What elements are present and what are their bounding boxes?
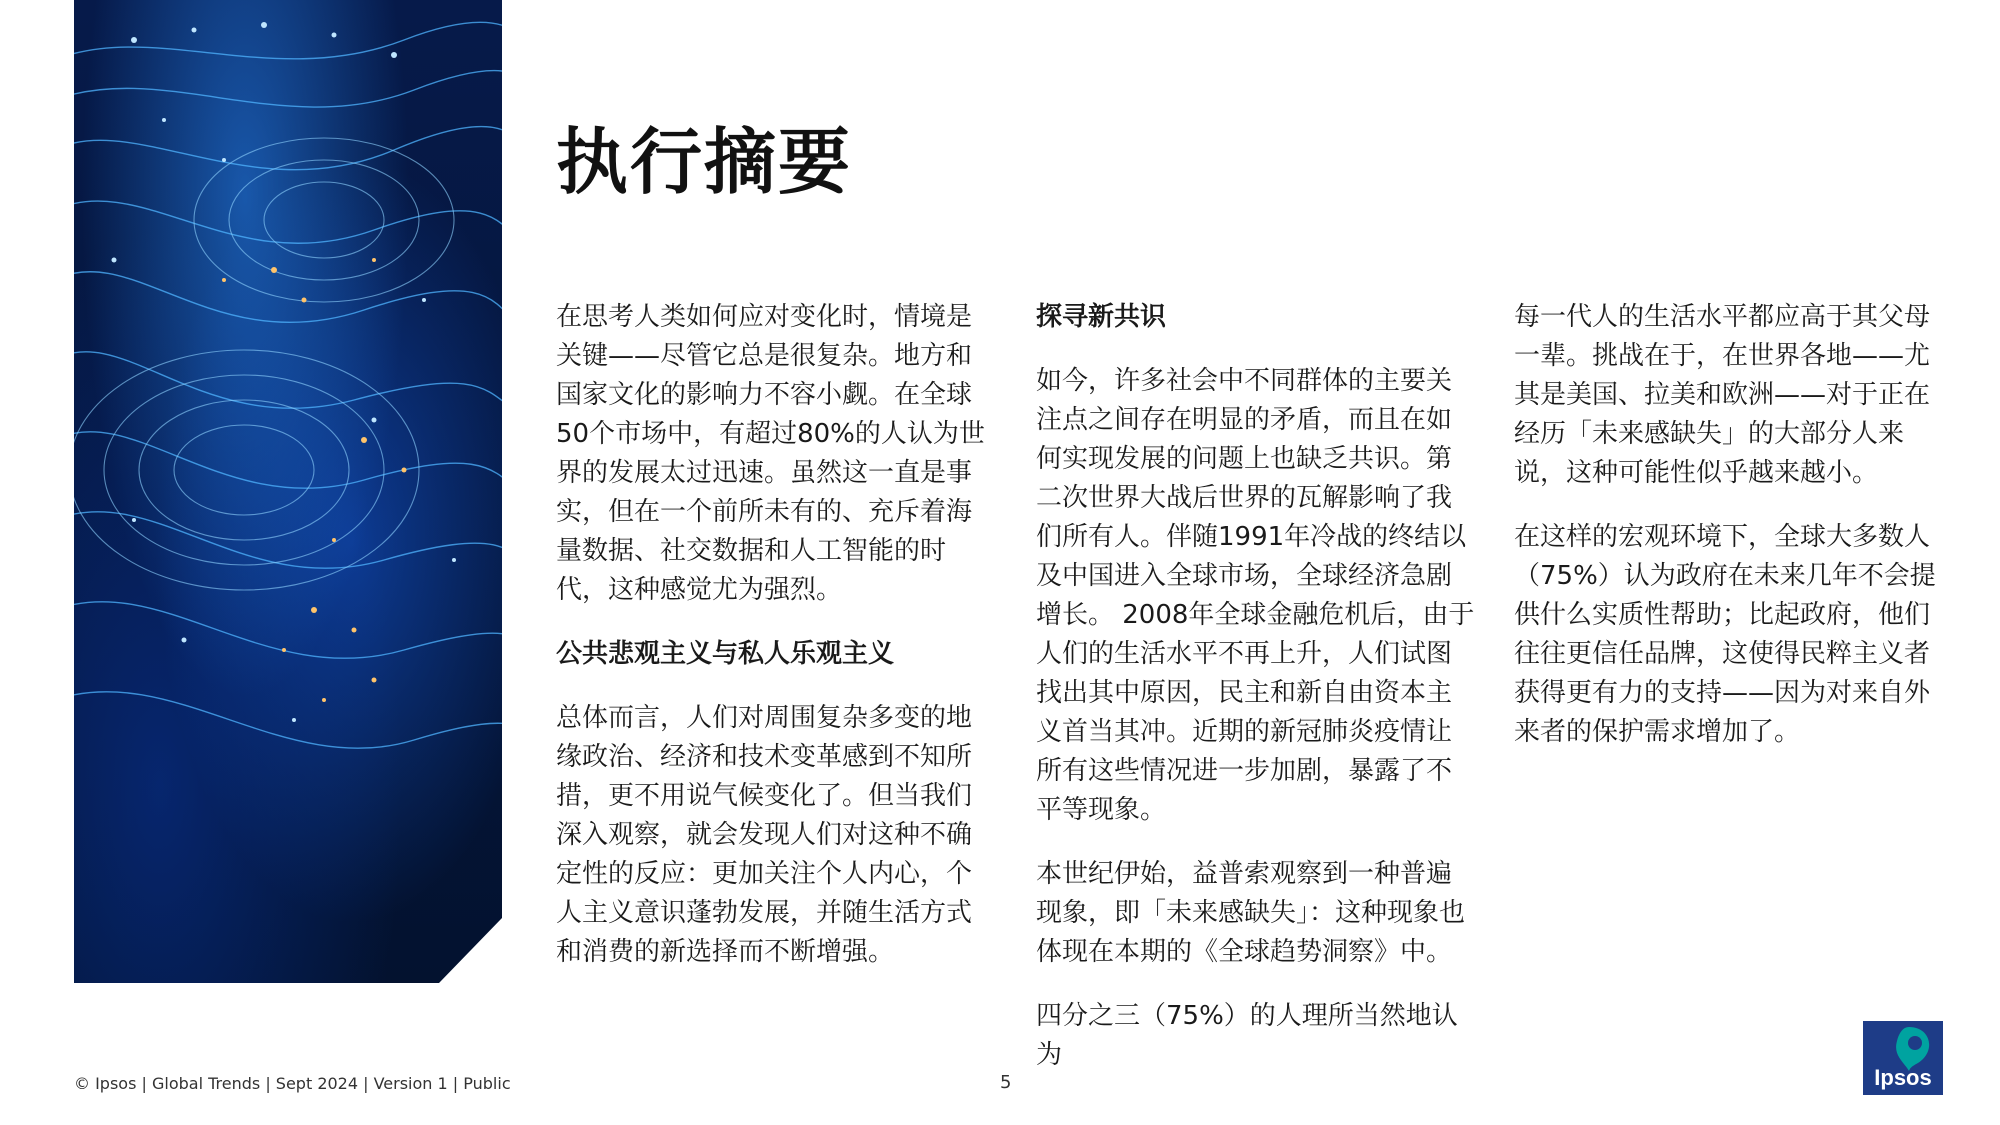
column-1 (556, 298, 996, 997)
footer-text: © Ipsos | Global Trends | Sept 2024 | Version 1 | Public (74, 1074, 511, 1093)
paragraph: 在这样的宏观环境下，全球大多数人（75%）认为政府在未来几年不会提供什么实质性帮助；比起政府，他们往往更信任品牌，这使得民粹主义者获得更有力的支持——因为对来自外来者的保护需求增加了。 (1514, 522, 1936, 747)
ipsos-logo (1863, 1021, 1943, 1095)
section-heading: 探寻新共识 (1036, 302, 1167, 332)
paragraph: 如今，许多社会中不同群体的主要关注点之间存在明显的矛盾，而且在如何实现发展的问题上也缺乏共识。第二次世界大战后世界的瓦解影响了我们所有人。伴随1991年冷战的终结以及中国进入全球市场，全球经济急剧增长。 2008年全球金融危机后，由于人们的生活水平不再上升，人们试图找出其中原因，民主和新自由资本主义首当其冲。近期的新冠肺炎疫情让所有这些情况进一步加剧，暴露了不平等现象。 (1036, 366, 1475, 825)
column-2 (1036, 298, 1476, 1100)
paragraph: 总体而言，人们对周围复杂多变的地缘政治、经济和技术变革感到不知所措，更不用说气候变化了。但当我们深入观察，就会发现人们对这种不确定性的反应：更加关注个人内心，个人主义意识蓬勃发展，并随生活方式和消费的新选择而不断增强。 (556, 703, 973, 967)
column-3 (1514, 298, 1954, 777)
light-streams-graphic (74, 0, 502, 983)
section-heading: 公共悲观主义与私人乐观主义 (556, 639, 895, 669)
paragraph: 每一代人的生活水平都应高于其父母一辈。挑战在于，在世界各地——尤其是美国、拉美和欧洲——对于正在经历「未来感缺失」的大部分人来说，这种可能性似乎越来越小。 (1514, 302, 1931, 488)
page-title: 执行摘要 (556, 120, 853, 204)
paragraph: 四分之三（75%）的人理所当然地认为 (1036, 1001, 1458, 1070)
cover-image (74, 0, 502, 983)
paragraph: 本世纪伊始，益普索观察到一种普遍现象，即「未来感缺失」：这种现象也体现在本期的《全球趋势洞察》中。 (1036, 859, 1466, 967)
paragraph: 在思考人类如何应对变化时，情境是关键——尽管它总是很复杂。地方和国家文化的影响力不容小觑。在全球50个市场中，有超过80%的人认为世界的发展太过迅速。虽然这一直是事实，但在一个前所未有的、充斥着海量数据、社交数据和人工智能的时代，这种感觉尤为强烈。 (556, 302, 985, 605)
logo-text: Ipsos (1874, 1065, 1932, 1090)
page-number: 5 (1000, 1072, 1012, 1093)
